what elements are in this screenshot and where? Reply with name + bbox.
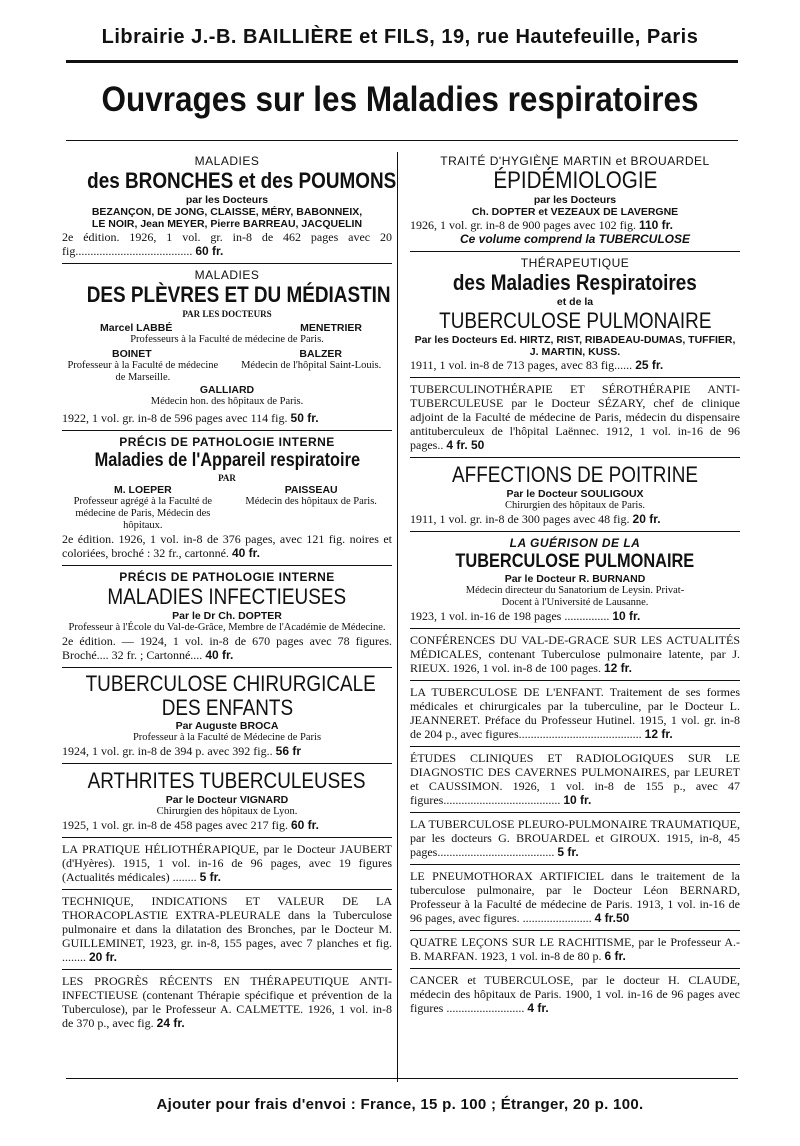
entry-price: 5 fr.	[557, 845, 579, 859]
author-desc: Médecin directeur du Sanatorium de Leysin. Privat-Docent à l'Université de Lausanne.	[465, 585, 685, 608]
entry-by: Par le Docteur VIGNARD	[165, 794, 289, 806]
entry-enfant	[410, 681, 740, 747]
entry-title: AFFECTIONS DE POITRINE	[452, 462, 698, 487]
author-name: GALLIARD	[199, 384, 255, 396]
title-rule	[66, 140, 738, 141]
entry-text: LE PNEUMOTHORAX ARTIFICIEL dans le traitement de la tuberculose pulmonaire, par le Docteur Léon BERNARD, Professeur à la Faculté de médecine de Paris. 1913, 1 vol. in-16 de 96 pages, avec figures. .......................	[410, 869, 740, 925]
entry-price: 20 fr.	[632, 512, 661, 526]
page-title: Ouvrages sur les Maladies respiratoires	[101, 80, 699, 119]
entry-authors: BEZANÇON, DE JONG, CLAISSE, MÉRY, BABONNEIX,	[91, 206, 363, 218]
author-name: BALZER	[299, 348, 342, 360]
entry-authors: Ch. DOPTER et VEZEAUX DE LAVERGNE	[471, 206, 679, 218]
entry-by: PAR	[218, 473, 236, 483]
entry-price: 12 fr.	[644, 727, 673, 741]
author-desc: Professeur agrégé à la Faculté de médecine de Paris, Médecin des hôpitaux.	[73, 496, 213, 531]
entry-title: DES ENFANTS	[161, 695, 293, 720]
entry-edition: 1926, 1 vol. gr. in-8 de 900 pages avec 102 fig.	[410, 218, 636, 232]
entry-precis-infectieuses	[62, 566, 392, 668]
entry-pre: PRÉCIS DE PATHOLOGIE INTERNE	[119, 570, 335, 584]
entry-text: CANCER et TUBERCULOSE, par le docteur H. CLAUDE, médecin des hôpitaux de Paris. 1900, 1 vol. in-16 de 96 pages avec figures ..........................	[410, 973, 740, 1015]
entry-text: LA TUBERCULOSE DE L'ENFANT. Traitement de ses formes médicales et chirurgicales par la tuberculine, par le Docteur L. JEANNERET. Préface du Professeur Hutinel. 1915, 1 vol. gr. in-8 de 204 p., avec figures.........................................	[410, 685, 740, 741]
entry-chirurgicale	[62, 668, 392, 764]
entry-pre: MALADIES	[194, 268, 260, 282]
entry-text: QUATRE LEÇONS SUR LE RACHITISME, par le Professeur A.-B. MARFAN. 1923, 1 vol. in-8 de 80 p.	[410, 935, 740, 963]
entry-by: Par le Docteur SOULIGOUX	[506, 488, 644, 500]
entry-by: Par le Dr Ch. DOPTER	[172, 610, 282, 622]
entry-pre: MALADIES	[194, 154, 260, 168]
entry-edition: 2e édition. 1926, 1 vol. gr. in-8 de 462 pages avec 20 fig.......................................	[62, 230, 392, 258]
entry-plevres	[62, 264, 392, 431]
entry-price: 10 fr.	[612, 609, 641, 623]
entry-edition: 1923, 1 vol. in-16 de 198 pages ...............	[410, 609, 610, 623]
entry-title: TUBERCULOSE CHIRURGICALE	[85, 671, 376, 696]
author-desc: Chirurgien des hôpitaux de Lyon.	[156, 806, 298, 817]
entry-price: 20 fr.	[89, 950, 118, 964]
entry-by: par les Docteurs	[185, 194, 269, 206]
entry-title: Maladies de l'Appareil respiratoire	[94, 450, 360, 471]
entry-pre: PRÉCIS DE PATHOLOGIE INTERNE	[119, 435, 335, 449]
entry-price: 25 fr.	[635, 358, 664, 372]
entry-guerison	[410, 532, 740, 629]
entry-by: par les Docteurs	[533, 194, 617, 206]
entry-edition: 2e édition. 1926, 1 vol. in-8 de 376 pages, avec 121 fig. noires et coloriées, broché : 32 fr., cartonné.	[62, 532, 392, 560]
entry-by: Par le Docteur R. BURNAND	[504, 573, 646, 585]
entry-cancer	[410, 969, 740, 1020]
entry-rachitisme	[410, 931, 740, 969]
author-desc: Médecin des hôpitaux de Paris.	[245, 496, 377, 507]
entry-price: 6 fr.	[604, 949, 626, 963]
entry-price: 4 fr.50	[594, 911, 630, 925]
entry-edition: 2e édition. — 1924, 1 vol. in-8 de 670 pages avec 78 figures. Broché.... 32 fr. ; Cartonné....	[62, 634, 392, 662]
column-divider	[397, 152, 398, 1082]
entry-traumatique	[410, 813, 740, 865]
entry-text: ÉTUDES CLINIQUES ET RADIOLOGIQUES SUR LE DIAGNOSTIC DES CAVERNES PULMONAIRES, par LEURET et CAUSSIMON. 1926, 1 vol. in-8 de 155 p., avec 47 figures.......................................	[410, 751, 740, 807]
entry-authors: LE NOIR, Jean MEYER, Pierre BARREAU, JACQUELIN	[91, 218, 363, 230]
left-column	[62, 150, 397, 1050]
entry-arthrites	[62, 764, 392, 838]
entry-price: 110 fr.	[638, 218, 673, 232]
author-name: BOINET	[112, 348, 152, 360]
author-name: PAISSEAU	[284, 484, 338, 496]
shipping-note: Ajouter pour frais d'envoi : France, 15 p. 100 ; Étranger, 20 p. 100.	[156, 1096, 644, 1113]
entry-pneumothorax	[410, 865, 740, 931]
entry-title: TUBERCULOSE PULMONAIRE	[438, 308, 712, 333]
entry-text: LA PRATIQUE HÉLIOTHÉRAPIQUE, par le Docteur JAUBERT (d'Hyères). 1915, 1 vol. in-16 de 96 pages, avec 19 figures (Actualités médicales) ........	[62, 842, 392, 884]
entry-title: des Maladies Respiratoires	[453, 270, 697, 295]
entry-price: 60 fr.	[290, 818, 319, 832]
author-desc: Professeur à la Faculté de Médecine de Paris	[132, 732, 322, 743]
entry-price: 4 fr.	[527, 1001, 549, 1015]
entry-note: Ce volume comprend la TUBERCULOSE	[459, 232, 691, 246]
right-column	[410, 150, 740, 1050]
entry-price: 56 fr	[275, 744, 301, 758]
bottom-rule	[66, 1078, 738, 1079]
entry-mid: et de la	[556, 296, 594, 308]
entry-title: ARTHRITES TUBERCULEUSES	[88, 768, 366, 793]
entry-title: MALADIES INFECTIEUSES	[107, 584, 347, 609]
author-name: M. LOEPER	[113, 484, 172, 496]
entry-price: 60 fr.	[195, 244, 224, 258]
entry-text: LES PROGRÈS RÉCENTS EN THÉRAPEUTIQUE ANTI-INFECTIEUSE (contenant Thérapie spécifique et prévention de la Tuberculose), par le Professeur A. CALMETTE. 1926, 1 vol. in-8 de 370 p., avec fig.	[62, 974, 392, 1030]
entry-price: 24 fr.	[156, 1016, 185, 1030]
entry-pre: TRAITÉ D'HYGIÈNE MARTIN et BROUARDEL	[440, 154, 710, 168]
author-desc: Professeur à la Faculté de médecine de Marseille.	[67, 360, 219, 383]
entry-by: Par Auguste BROCA	[175, 720, 279, 732]
entry-etudes	[410, 747, 740, 813]
entry-conferences	[410, 629, 740, 681]
top-rule	[66, 60, 738, 63]
entry-price: 10 fr.	[563, 793, 592, 807]
entry-edition: 1922, 1 vol. gr. in-8 de 596 pages avec 114 fig.	[62, 411, 288, 425]
entry-bronches	[62, 150, 397, 264]
entry-text: TUBERCULINOTHÉRAPIE ET SÉROTHÉRAPIE ANTI-TUBERCULEUSE par le Docteur SÉZARY, chef de clinique adjoint de la Faculté de médecine de Paris, médecin du dispensaire antituberculeux de l'hôpital Laënnec. 1912, 1 vol. in-16 de 96 pages..	[410, 382, 740, 452]
entry-by: PAR LES DOCTEURS	[182, 309, 272, 319]
entry-epidemiologie	[410, 150, 740, 252]
entry-authors: Par les Docteurs Ed. HIRTZ, RIST, RIBADEAU-DUMAS, TUFFIER, J. MARTIN, KUSS.	[414, 334, 736, 358]
entry-edition: 1911, 1 vol. in-8 de 713 pages, avec 83 fig......	[410, 358, 633, 372]
entry-progres	[62, 970, 392, 1035]
entry-price: 12 fr.	[603, 661, 633, 675]
author-desc: Médecin de l'hôpital Saint-Louis.	[241, 360, 382, 371]
publisher-header: Librairie J.-B. BAILLIÈRE et FILS, 19, rue Hautefeuille, Paris	[101, 26, 699, 48]
entry-tuberculino	[410, 378, 740, 458]
author-desc: Chirurgien des hôpitaux de Paris.	[504, 500, 646, 511]
entry-edition: 1925, 1 vol. gr. in-8 de 458 pages avec 217 fig.	[62, 818, 288, 832]
entry-pre: THÉRAPEUTIQUE	[520, 256, 630, 270]
entry-technique	[62, 890, 392, 970]
entry-pre: LA GUÉRISON DE LA	[509, 536, 641, 550]
author-desc: Professeur à l'École du Val-de-Grâce, Membre de l'Académie de Médecine.	[68, 622, 386, 633]
entry-price: 40 fr.	[205, 648, 234, 662]
author-name: Marcel LABBÉ	[100, 322, 173, 334]
entry-text: LA TUBERCULOSE PLEURO-PULMONAIRE TRAUMATIQUE, par les docteurs G. BROUARDEL et GIROUX. 1915, in-8, 45 pages.......................................	[410, 817, 740, 859]
entry-title: ÉPIDÉMIOLOGIE	[492, 167, 658, 194]
author-desc: Médecin hon. des hôpitaux de Paris.	[150, 396, 304, 407]
entry-therapeutique	[410, 252, 740, 378]
entry-pratique	[62, 838, 392, 890]
entry-affections	[410, 458, 740, 532]
entry-edition: 1911, 1 vol. gr. in-8 de 300 pages avec 48 fig.	[410, 512, 630, 526]
entry-price: 4 fr. 50	[446, 438, 485, 452]
entry-text: TECHNIQUE, INDICATIONS ET VALEUR DE LA THORACOPLASTIE EXTRA-PLEURALE dans la Tuberculose pulmonaire et dans la dilatation des Bronches, par le Docteur M. GUILLEMINET, 1923, gr. in-8, 155 pages, avec 7 planches et fig. ........	[62, 894, 392, 964]
entry-edition: 1924, 1 vol. gr. in-8 de 394 p. avec 392 fig..	[62, 744, 273, 758]
entry-title: des BRONCHES et des POUMONS	[87, 168, 397, 193]
entry-price: 5 fr.	[199, 870, 221, 884]
entry-precis-respiratoire	[62, 431, 392, 566]
author-desc: Professeurs à la Faculté de médecine de Paris.	[130, 334, 324, 345]
entry-title: TUBERCULOSE PULMONAIRE	[455, 551, 695, 572]
entry-title: DES PLÈVRES ET DU MÉDIASTIN	[86, 282, 391, 307]
author-name: MENETRIER	[300, 322, 362, 334]
entry-price: 40 fr.	[231, 546, 260, 560]
entry-text: CONFÉRENCES DU VAL-DE-GRACE SUR LES ACTUALITÉS MÉDICALES, contenant Tuberculose pulmonaire latente, par J. RIEUX. 1926, 1 vol. in-8 de 100 pages.	[410, 633, 740, 675]
entry-price: 50 fr.	[290, 411, 319, 425]
